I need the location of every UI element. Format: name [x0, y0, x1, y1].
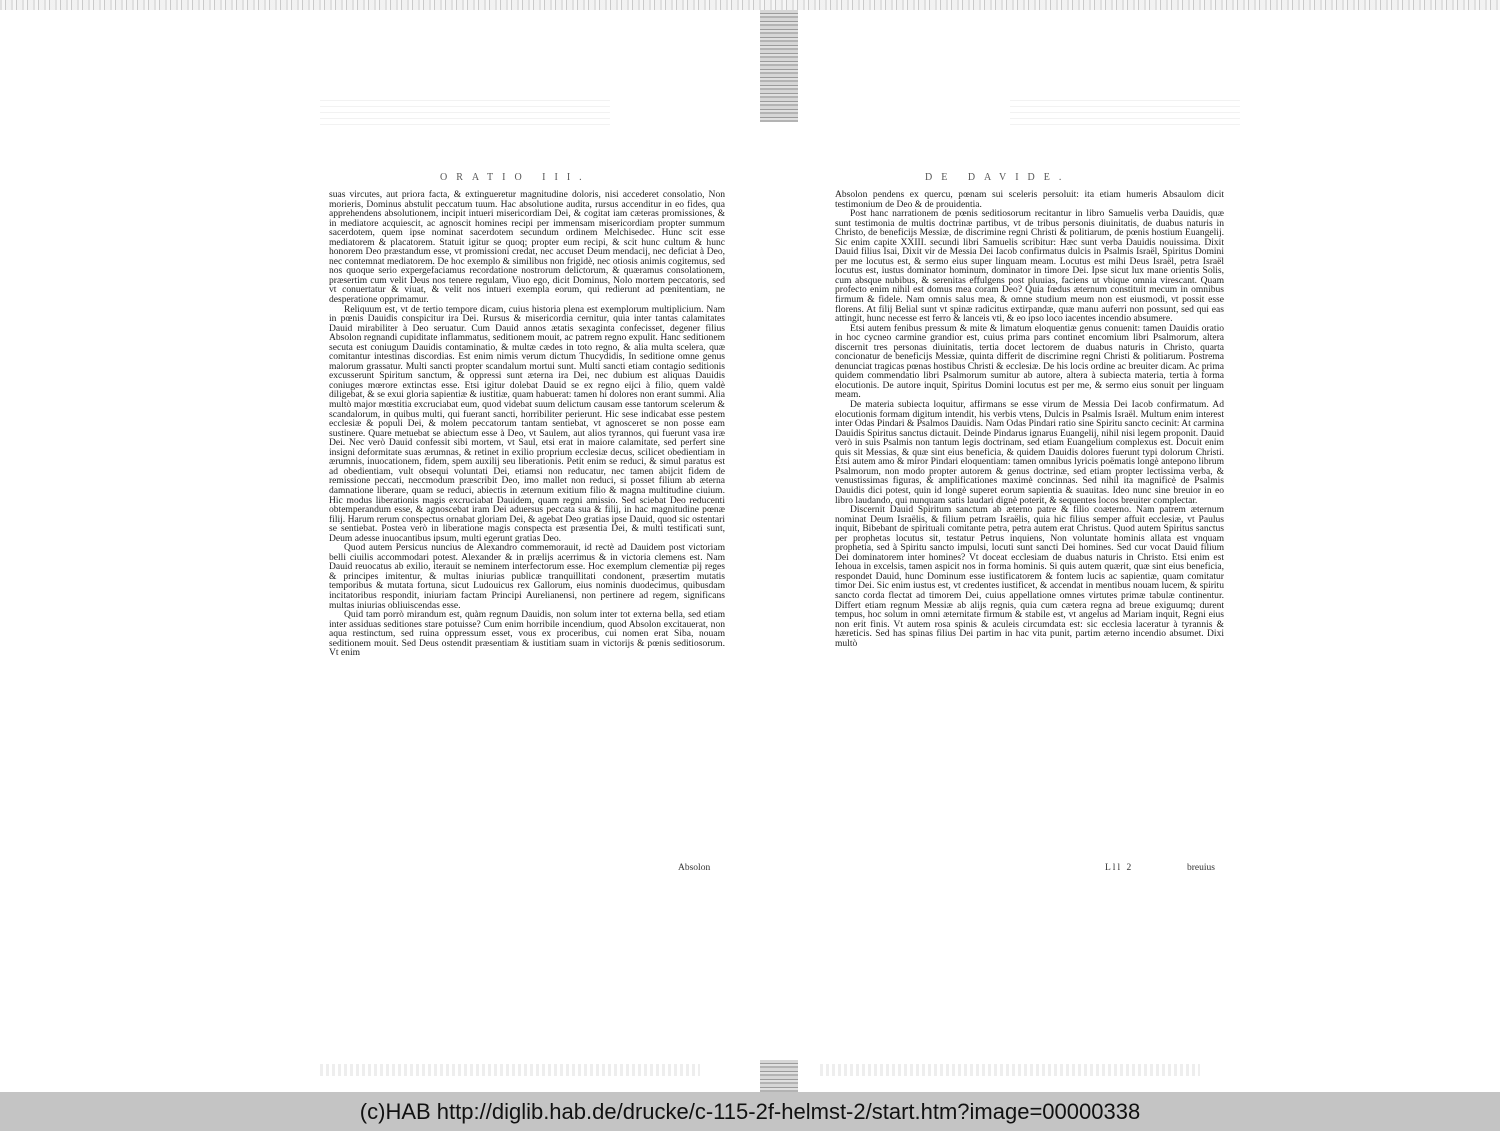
paragraph: Quod autem Persicus nuncius de Alexandro commemorauit, id rectè ad Dauidem post victoriam belli ciuilis accommodari potest. Alexander & in prælijs acerrimus & in victoria clemens est. Nam Dauid reuocatus ab exilio, iterauit se neminem interfectorum esse. Hoc exemplum clementiæ pij reges & principes imitentur, & multas iniurias publicæ tranquillitati condonent, præsertim mutatis temporibus & mutata fortuna, sicut Ludouicus rex Gallorum, eius nominis duodecimus, quibusdam incitatoribus respondit, iniuriam factam Principi Aurelianensi, non pertinere ad regem, significans multas iniurias obliuiscendas esse.: [329, 542, 725, 611]
scan-top-edge: [0, 0, 1500, 10]
left-page-text: [329, 190, 725, 880]
paragraph: Post hanc narrationem de pœnis seditiosorum recitantur in libro Samuelis verba Dauidis, quæ sunt testimonia de multis doctrinæ partibus, vt de tribus personis diuinitatis, de duabus naturis in Christo, de beneficijs Messiæ, de discrimine regni Christi & politiarum, de pœnis hostium Euangelij. Sic enim capite XXIII. secundi libri Samuelis scribitur: Hæc sunt verba Dauidis nouissima. Dixit Dauid filius Isai, Dixit vir de Messia Dei Iacob confirmatus dulcis in Psalmis Israël, Spiritus Domini per me locutus est, & sermo eius super linguam meam. Locutus est mihi Deus Israël, petra Israël locutus est, iustus dominator hominum, dominator in timore Dei. Ipse sicut lux mane orientis Solis, cum absque nubibus, & serenitas effulgens post pluuias, faciens ut vbique omnia virescant. Quam profecto enim nihil est domus mea coram Deo? Quia fœdus æternum constituit mecum in omnibus firmum & fidele. Nam omnis salus mea, & omne studium meum non est eiusmodi, vt possit esse florens. At filij Belial sunt vt spinæ radicitus extirpandæ, quæ manu auferri non possunt, sed qui eas attingit, hunc necesse est ferro & lanceis vti, & eo ipso loco iacentes incendio absumere.: [835, 208, 1224, 325]
show-through-text: [320, 1064, 700, 1076]
right-page-text: [835, 190, 1224, 880]
paragraph: Etsi autem fenibus pressum & mite & limatum eloquentiæ genus conuenit: tamen Dauidis oratio in hoc cycneo carmine grandior est, cuius prima pars continet encomium libri Psalmorum, altera discernit tres personas diuinitatis, tertia docet lectorem de duabus naturis in Christo, quarta concionatur de beneficijs Messiæ, quinta differit de discrimine regni Christi & politiarum. Postrema denunciat tragicas pœnas hostibus Christi & ecclesiæ. De his locis ordine ac breuiter dicam. Ac prima quidem commendatio libri Psalmorum sumitur ab autore, altera à subiecta materia, tertia à forma elocutionis. De autore inquit, Spiritus Domini locutus est per me, & sermo eius sonuit per linguam meam.: [835, 322, 1224, 401]
show-through-text: [320, 98, 610, 130]
signature-mark: Lll 2: [1105, 863, 1134, 873]
paragraph: De materia subiecta loquitur, affirmans se esse virum de Messia Dei Iacob confirmatum. Ad elocutionis formam digitum intendit, his verbis vtens, Dulcis in Psalmis Israël. Multum enim interest inter Odas Pindari & Psalmos Dauidis. Nam Odas Pindari ratio sine Spiritu sancto cecinit: At carmina Dauidis Spiritus sanctus dictauit. Deinde Pindarus ignarus Euangelij, nihil nisi legem proponit. Dauid verò in suis Psalmis non tantum legis doctrinam, sed etiam Euangelium complexus est. Docuit enim quis sit Messias, & quæ sint eius beneficia, & quidem Dauidis dolores fuerunt typi dolorum Christi. Etsi autem amo & miror Pindari eloquentiam: tamen omnibus lyricis poëmatis longè antepono librum Psalmorum, non modo propter autorem & genus doctrinæ, sed etiam propter lectissima verba, & venustissimas figuras, & amplificationes maximè concinnas. Sed nihil ita magnificè de Psalmis Dauidis dici potest, quin id longè superet eorum sapientia & suauitas. Ideo nunc sine breuior in eo libro laudando, qui nunquam satis laudari dignè poterit, & sequentes locos breuiter complectar.: [835, 399, 1224, 506]
catchword-right: breuius: [1187, 863, 1215, 873]
paragraph: suas vircutes, aut priora facta, & extingueretur magnitudine doloris, nisi accederet consolatio, Non morieris, Dominus abstulit peccatum tuum. Hac absolutione audita, rursus accenditur in eo fides, qua apprehendens absolutionem, incipit intueri misericordiam Dei, & cogitat iam cæteras promissiones, & in mediatore acquiescit, ac agnoscit homines recipi per immensam misericordiam propter summum sacerdotem, quem ipse nominat sacerdotem secundum ordinem Melchisedec. Hunc scit esse mediatorem & placatorem. Statuit igitur se quoq; propter eum recipi, & scit hunc cultum & hunc honorem Deo præstandum esse, vt promissioni credat, nec accuset Deum mendacij, nec deficiat à Deo, nec contemnat mediatorem. De hoc exemplo & similibus non frigidè, nec otiosis animis cogitemus, sed nos quoque serio expergefaciamus recordatione nostrorum delictorum, & quæramus consolationem, præsertim cum velit Deus nos tenere regulam, Viuo ego, dicit Dominus, Nolo mortem peccatoris, sed vt conuertatur & viuat, & velit nos intueri exempla eorum, qui redierunt ad pœnitentiam, ne desperatione opprimamur.: [329, 190, 725, 306]
running-head-left: ORATIO III.: [440, 172, 591, 183]
paragraph: Discernit Dauid Spiritum sanctum ab æterno patre & filio coæterno. Nam patrem æternum nominat Deum Israëlis, & filium petram Israëlis, quia hic filius semper affuit ecclesiæ, vt Paulus inquit, Bibebant de spirituali comitante petra, petra autem erat Christus. Quod autem Spiritus sanctus per prophetas locutus sit, testatur Petrus inquiens, Non voluntate hominis allata est vnquam prophetia, sed à Spiritu sancto impulsi, locuti sunt sancti Dei homines. Sed cur vocat Dauid filium Dei dominatorem inter homines? Vt doceat ecclesiam de duabus naturis in Christo. Etsi enim est Iehoua in excelsis, tamen aspicit nos in forma hominis. Si quis autem quærit, quæ sint eius beneficia, respondet Dauid, hunc Dominum esse iustificatorem & fontem lucis ac sapientiæ, quam comitatur timor Dei. Sic enim iustus est, vt credentes iustificet, & accendat in mentibus nouam lucem, & spiritu sancto corda flectat ad timorem Dei, cuius appellatione omnes virtutes primæ tabulæ continentur. Differt etiam regnum Messiæ ab alijs regnis, quia cum cætera regna ad breue exiguumq; durent tempus, hoc solum in omni æternitate firmum & stabile est, vt angelus ad Mariam inquit, Regni eius non erit finis. Vt autem rosa spinis & aculeis circumdata est: sic ecclesia laceratur à tyrannis & hæreticis. Sed has spinas filius Dei partim in hac vita punit, partim æterno incendio absumet. Dixi multò: [835, 504, 1224, 649]
paragraph: Quid tam porrò mirandum est, quàm regnum Dauidis, non solum inter tot externa bella, sed etiam inter assiduas seditiones stare potuisse? Cum enim horribile incendium, quod Absolon excitauerat, non aqua restinctum, sed ruina oppressum esset, vous ex proceribus, cui nomen erat Siba, nouam seditionem mouit. Sed Deus ostendit præsentiam & iustitiam suam in victorijs & pœnis seditiosorum. Vt enim: [329, 609, 725, 659]
paragraph: Absolon pendens ex quercu, pœnam sui sceleris persoluit: ita etiam humeris Absaulom dicit testimonium de Deo & de prouidentia.: [835, 190, 1224, 210]
book-gutter-bottom: [760, 1060, 798, 1092]
show-through-text: [1010, 98, 1240, 130]
running-head-right: DE DAVIDE.: [925, 172, 1071, 183]
show-through-text: [820, 1064, 1200, 1076]
copyright-footer: (c)HAB http://diglib.hab.de/drucke/c-115-2f-helmst-2/start.htm?image=00000338: [0, 1092, 1500, 1131]
paragraph: Reliquum est, vt de tertio tempore dicam, cuius historia plena est exemplorum multiplicium. Nam in pœnis Dauidis conspicitur ira Dei. Rursus & misericordia cernitur, quia inter tantas calamitates Dauid mirabiliter à Deo seruatur. Cum Dauid annos ætatis sexaginta confecisset, degener filius Absolon regnandi cupiditate inflammatus, seditionem mouit, ac patrem regno expulit. Hanc seditionem secuta est coniugum Dauidis contaminatio, & multæ cædes in toto regno, & alia multa scelera, quæ comitantur intestinas discordias. Est enim nimis verum dictum Thucydidis, In seditione omne genus malorum grassatur. Multi sancti propter scandalum mortui sunt. Multi sancti etiam contagio seditionis excusserunt Spiritum sanctum, & oppressi sunt æterna ira Dei, nec dubium est aliquas Dauidis coniuges mœrore extinctas esse. Etsi igitur dolebat Dauid se ex regno eijci à filio, quem valdè diligebat, & se exui gloria sapientiæ & iustitiæ, quam habuerat: tamen hi dolores non erant summi. Alia multò major mœstitia excruciabat eum, quod videbat suum delictum causam esse tantorum scelerum & scandalorum, in quibus multi, qui fuerant sancti, horribiliter perierunt. Hic sese indicabat esse pestem ecclesiæ & populi Dei, & molem peccatorum tantam sentiebat, vt agnosceret se non posse eam sustinere. Quare metuebat se abiectum esse à Deo, vt Saulem, aut alios tyrannos, qui fuerunt vasa iræ Dei. Nec verò Dauid confessit sibi mortem, vt Saul, etsi erat in maiore calamitate, sed perfert sine insigni deformitate suas ærumnas, & retinet in exilio proprium ecclesiæ decus, scilicet obedientiam in ærumnis, inuocationem, fidem, spem auxilij seu liberationis. Petit enim se reduci, & simul paratus est ad obedientiam, vult obsequi voluntati Dei, etiamsi non reducatur, nec tamen abijcit fidem de remissione peccati, neccmodum præscribit Deo, imo mallet non reduci, si posset filium ab æterna damnatione liberare, quam se reduci, abiectis in æternum exitium filio & magna multitudine ciuium. Hic modus liberationis magis excruciabat Dauidem, quam regni amissio. Sed sciebat Deo reducenti obtemperandum esse, & agnoscebat iram Dei aduersus peccata sua & filij, in hac magnitudine pœnæ filij. Harum rerum conspectus ornabat gloriam Dei, & agebat Deo gratias ipse Dauid, quod sic ostentari se sentiebat. Postea verò in liberatione magis conspecta est præsentia Dei, & multi testificati sunt, Deum adesse inuocantibus ipsum, multi egerunt gratias Deo.: [329, 303, 725, 544]
book-gutter-top: [760, 10, 798, 122]
catchword-left: Absolon: [678, 863, 711, 873]
